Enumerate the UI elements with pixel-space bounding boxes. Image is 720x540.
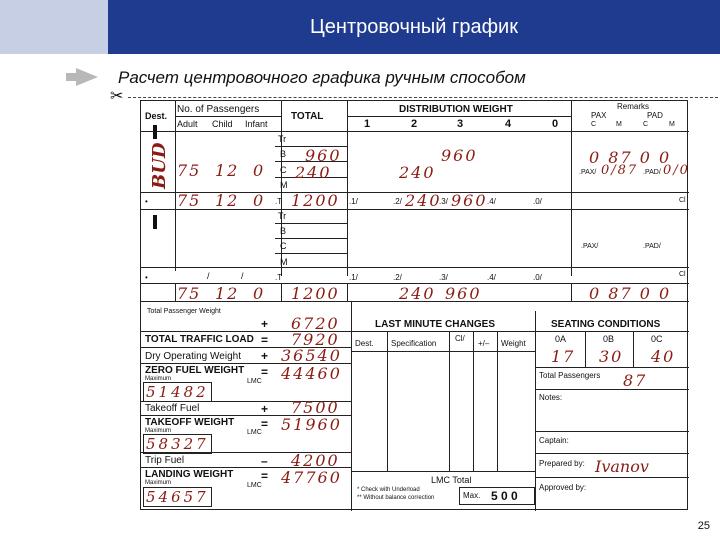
lmc-col-spec: Specification [391, 339, 437, 348]
class-tr-2: Tr [278, 211, 287, 221]
row-3-value: 44460 [281, 364, 342, 383]
bullet-arrow-icon [76, 68, 98, 86]
row-3-label: ZERO FUEL WEIGHT [145, 365, 245, 376]
seating-div-2 [633, 331, 634, 367]
row-5-label: TAKEOFF WEIGHT [145, 417, 235, 428]
row-6-label: Trip Fuel [145, 455, 185, 466]
row-line-m-2 [141, 267, 689, 268]
seating-col-0b: 0B [603, 334, 615, 344]
col-pax: PAX [591, 111, 607, 120]
lmc-col-dest: Dest. [355, 339, 374, 348]
sec1-b-total: 960 [305, 146, 342, 165]
lmc-div-3 [473, 331, 474, 471]
tot-dist-2: 240 [399, 284, 436, 303]
sec2-slash-2: / [241, 271, 244, 281]
lmc-col-plusminus: +/– [478, 339, 490, 348]
dest-divider [175, 101, 176, 271]
notes: Notes: [539, 393, 563, 402]
sec2-dot-4: .4/ [487, 273, 496, 282]
lmc-cols-line [351, 351, 535, 352]
tot-remarks: 0 87 0 0 [589, 284, 672, 303]
lmc-div-2 [449, 331, 450, 471]
passengers-subline [175, 116, 281, 117]
remark-col-m2: M [669, 121, 675, 128]
col-remarks: Remarks [617, 102, 650, 111]
header-bottom-line [141, 131, 689, 132]
lmc-col-weight: Weight [501, 339, 526, 348]
footnote-1: * Check with Underload [357, 487, 420, 493]
row-6-value: 4200 [291, 451, 340, 470]
dist-col-0: 0 [552, 118, 559, 130]
dist-col-2: 2 [411, 118, 418, 130]
remark-col-m1: M [616, 121, 622, 128]
approved-by: Approved by: [539, 483, 587, 492]
row-5-sign: = [261, 417, 269, 431]
row-1-sign: = [261, 333, 269, 347]
tot-total: 1200 [291, 284, 340, 303]
row-7-value: 47760 [281, 468, 342, 487]
cut-line [128, 97, 718, 98]
sec1-adult: 75 [177, 161, 202, 180]
tot-dist-3: 960 [445, 284, 482, 303]
col-total: TOTAL [291, 111, 324, 122]
sec1-c-total: 240 [295, 163, 332, 182]
max-tow: 58327 [143, 434, 212, 454]
remark-col-c2: C [643, 121, 649, 128]
class-b-2: B [280, 226, 287, 236]
sec1-pad-mini: .PAD/ [643, 169, 661, 176]
dest-bud: BUD [149, 142, 170, 189]
tot-div-4 [571, 283, 572, 301]
row-7-label: LANDING WEIGHT [145, 469, 234, 480]
tot-div-3 [347, 283, 348, 301]
row-6-sign: – [261, 454, 268, 468]
row-7-lmc: LMC [247, 482, 262, 489]
remarks-divider [571, 101, 572, 276]
seating-col-0a: 0A [555, 334, 567, 344]
row-1-value: 7920 [291, 330, 340, 349]
sec2-dot-1: .1/ [349, 273, 358, 282]
dist-col-3: 3 [457, 118, 464, 130]
lmc-total: LMC Total [431, 475, 472, 485]
seating-conditions: SEATING CONDITIONS [551, 319, 661, 330]
class-m-2: M [280, 257, 288, 267]
row-3-lmc: LMC [247, 378, 262, 385]
prepared-by: Prepared by: [539, 459, 585, 468]
row-4-sign: + [261, 402, 269, 416]
seating-col-0c: 0C [651, 334, 663, 344]
row-0-sign: + [261, 317, 269, 331]
lmc-bottom-line [351, 471, 535, 472]
dest-marker-1 [153, 125, 157, 139]
dist-col-4: 4 [505, 118, 512, 130]
class-m-1: M [280, 180, 288, 190]
row-0-value: 6720 [291, 314, 340, 333]
passengers-line [535, 389, 689, 390]
side-mark-2: Cl [679, 271, 686, 278]
seating-div-1 [585, 331, 586, 367]
class-c-2: C [280, 241, 287, 251]
sec1-dist-3: 960 [441, 146, 478, 165]
loadsheet-form [140, 100, 688, 510]
dist-col-1: 1 [364, 118, 371, 130]
footnote-2: ** Without balance correction [357, 495, 435, 501]
col-dest: Dest. [145, 111, 168, 121]
row-4-value: 7500 [291, 398, 340, 417]
seating-val-0b: 30 [599, 347, 624, 366]
class-c-1: C [280, 165, 287, 175]
sec2-dot-0: .0/ [533, 273, 542, 282]
lmc-div-1 [387, 331, 388, 471]
row-line-c-2 [275, 253, 347, 254]
seating-vals-line [535, 367, 689, 368]
col-infant: Infant [245, 119, 268, 129]
prepared-by-signature: Ivanov [595, 457, 649, 476]
section1-bottom-line [141, 209, 689, 210]
max-label: Max. [463, 491, 481, 500]
sec1-dot-0: .0/ [533, 197, 542, 206]
lmc-col-cl: Cl/ [455, 334, 465, 343]
row-3-maximum: Maximum [145, 376, 172, 382]
row-7-sign: = [261, 469, 269, 483]
sec1-child: 12 [215, 161, 240, 180]
tot-div-1 [175, 283, 176, 301]
max-ldw: 54657 [143, 487, 212, 507]
row-2-sign: + [261, 349, 269, 363]
tot-infant: 0 [253, 284, 266, 303]
row-1-label: TOTAL TRAFFIC LOAD [145, 334, 254, 345]
sec1-dot-3: .3/ [439, 197, 448, 206]
sec2-dot-3: .3/ [439, 273, 448, 282]
tot-child: 12 [215, 284, 240, 303]
sec1-remarks: 0 87 0 0 [589, 148, 672, 167]
sec1-t-total: 1200 [291, 191, 340, 210]
total-passenger-weight: Total Passenger Weight [147, 308, 221, 315]
class-b-1: B [280, 149, 287, 159]
sec1-row-marker: • [145, 197, 148, 206]
sec1-pax-val: 0/87 [601, 163, 639, 178]
col-adult: Adult [177, 119, 198, 129]
row-2-label: Dry Operating Weight [145, 351, 241, 362]
row-line-tr-2 [275, 223, 347, 224]
col-child: Child [212, 119, 233, 129]
sec1-t-infant: 0 [253, 191, 266, 210]
lmc-right-divider [535, 311, 536, 511]
sec1-t-adult: 75 [177, 191, 202, 210]
row-5-value: 51960 [281, 415, 342, 434]
col-pad: PAD [647, 111, 663, 120]
row-2-value: 36540 [281, 346, 342, 365]
sec1-dot-4: .4/ [487, 197, 496, 206]
row-7-maximum: Maximum [145, 480, 172, 486]
notes-line [535, 431, 689, 432]
scissors-icon: ✂ [110, 88, 124, 105]
side-mark-1: Cl [679, 197, 686, 204]
header-left-block [0, 0, 108, 54]
dest-marker-2 [153, 215, 157, 229]
remark-col-c1: C [591, 121, 597, 128]
weights-right-divider [351, 301, 352, 511]
class-tr-1: Tr [278, 134, 287, 144]
sec2-slash-1: / [207, 271, 210, 281]
row-line-b-2 [275, 238, 347, 239]
tot-div-2 [281, 283, 282, 301]
sec1-dot-t: .T [275, 197, 283, 206]
sec1-dot-2: .2/ [393, 197, 402, 206]
max-zfw: 51482 [143, 382, 212, 402]
sec1-dist-2: 240 [399, 163, 436, 182]
totals-bottom-line [141, 301, 689, 302]
distribution-subline [347, 116, 571, 117]
tot-adult: 75 [177, 284, 202, 303]
sec2-dot-2: .2/ [393, 273, 402, 282]
total-passengers: Total Passengers [539, 371, 601, 380]
lmc-div-4 [497, 331, 498, 471]
lmc-header-line [351, 331, 535, 332]
sec1-pad-val: 0/0 [663, 163, 690, 178]
sec1-t-dist-3: 960 [451, 191, 488, 210]
slide-number: 25 [697, 520, 710, 532]
subtitle: Расчет центровочного графика ручным способом [118, 68, 526, 87]
captain: Captain: [539, 436, 569, 445]
sec1-t-dist-2: 240 [405, 191, 442, 210]
sec2-pad-mini: .PAD/ [643, 243, 661, 250]
seating-val-0c: 40 [651, 347, 676, 366]
sec2-row-marker: • [145, 273, 148, 282]
max-value: 5 0 0 [491, 489, 518, 503]
seating-val-0a: 17 [551, 347, 576, 366]
captain-line [535, 453, 689, 454]
sec1-dot-1: .1/ [349, 197, 358, 206]
row-5-maximum: Maximum [145, 428, 172, 434]
sec1-infant: 0 [253, 161, 266, 180]
col-distribution-weight: DISTRIBUTION WEIGHT [399, 104, 513, 115]
row-3-sign: = [261, 365, 269, 379]
sec2-pax-mini: .PAX/ [581, 243, 599, 250]
sec1-t-child: 12 [215, 191, 240, 210]
row-4-label: Takeoff Fuel [145, 403, 200, 414]
total-right-divider [347, 101, 348, 276]
last-minute-changes: LAST MINUTE CHANGES [375, 319, 495, 330]
sec2-dot-t: .T [275, 273, 283, 282]
row-5-lmc: LMC [247, 429, 262, 436]
total-passengers-val: 87 [623, 371, 648, 390]
col-no-passengers: No. of Passengers [177, 104, 260, 115]
sec1-pax-mini: .PAX/ [579, 169, 597, 176]
prepared-line [535, 477, 689, 478]
seating-header-line [535, 331, 689, 332]
header-title: Центровочный график [108, 0, 720, 54]
